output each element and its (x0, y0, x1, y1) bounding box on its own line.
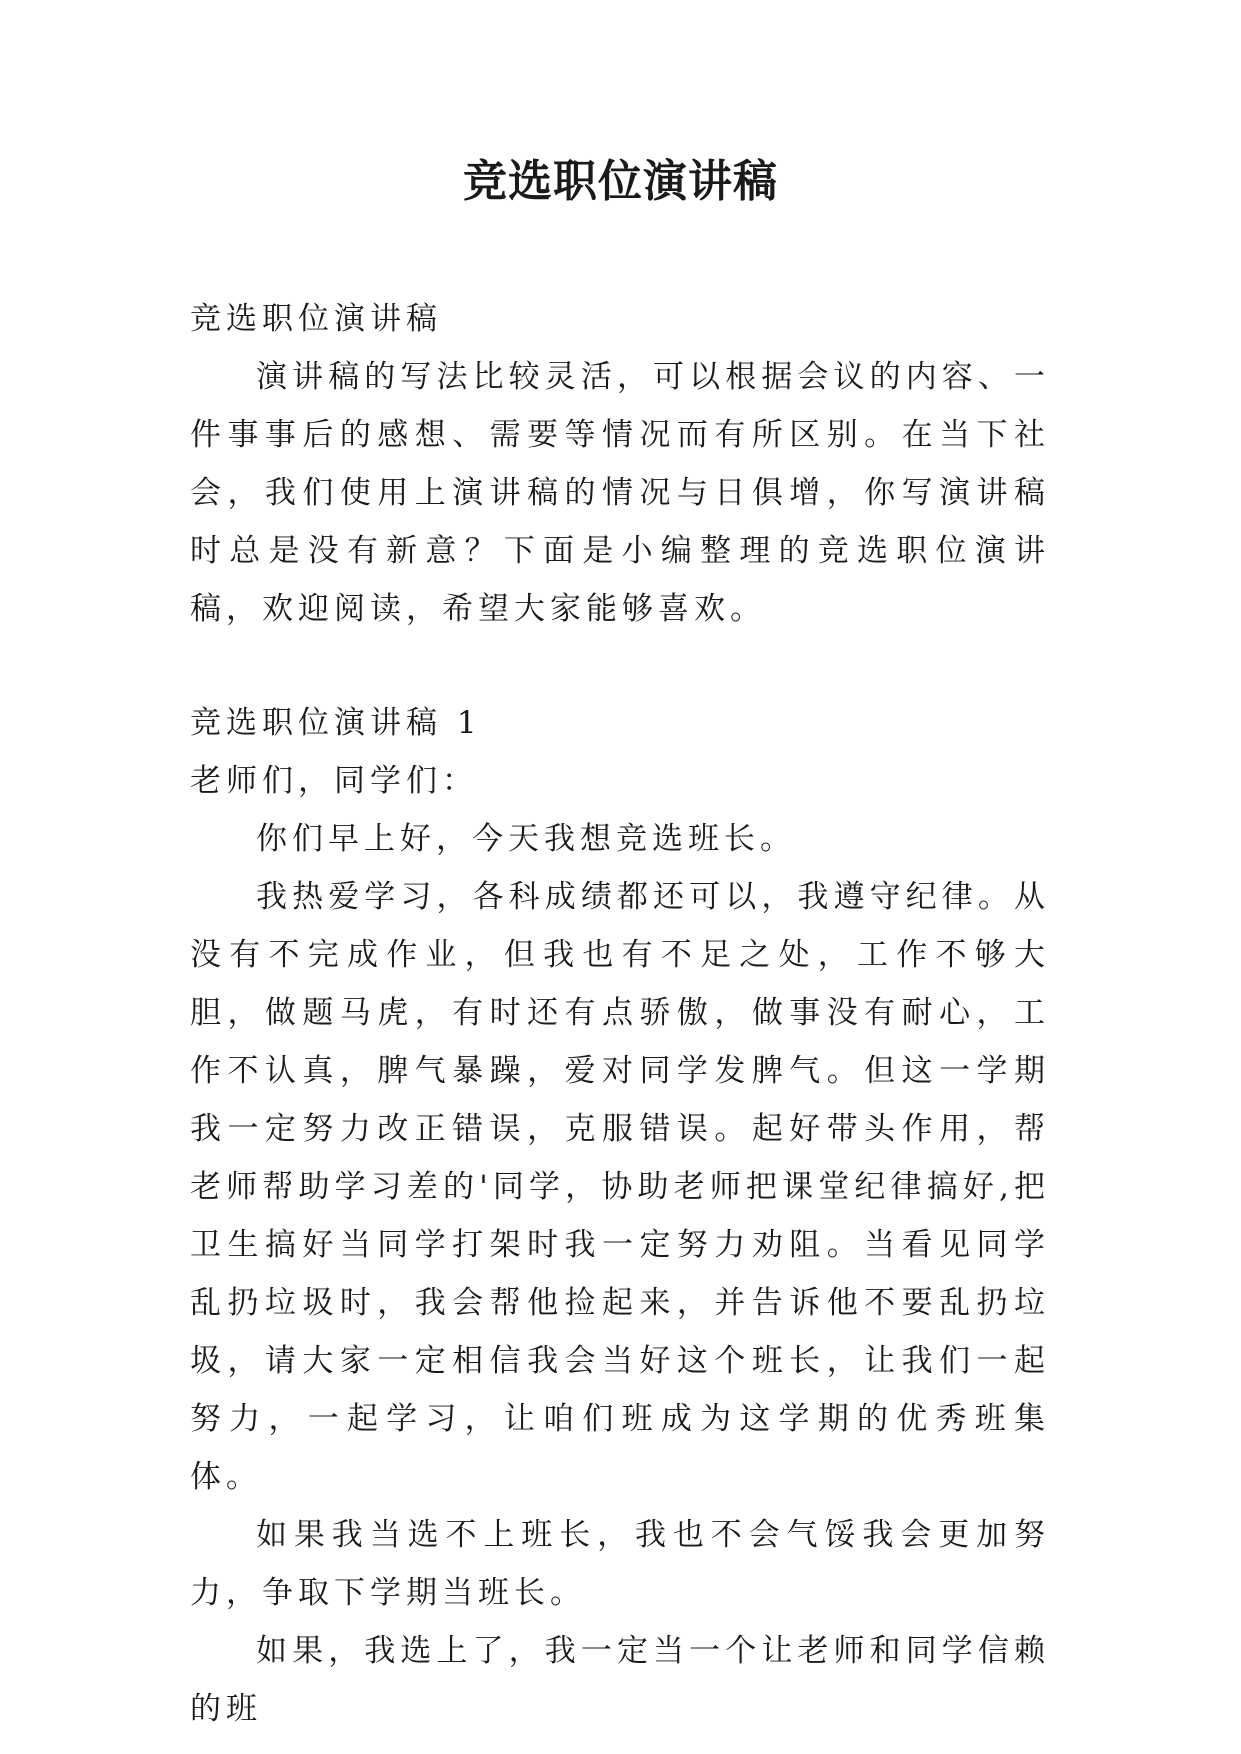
body-paragraph: 如果我当选不上班长，我也不会气馁我会更加努力，争取下学期当班长。 (190, 1517, 1050, 1611)
page-title: 竞选职位演讲稿 (463, 156, 778, 207)
section-spacer (190, 638, 1050, 694)
subtitle: 竞选职位演讲稿 (190, 301, 442, 337)
document-body (190, 290, 1050, 1738)
body-paragraph: 我热爱学习，各科成绩都还可以，我遵守纪律。从没有不完成作业，但我也有不足之处，工作不够大胆，做题马虎，有时还有点骄傲，做事没有耐心，工作不认真，脾气暴躁，爱对同学发脾气。但这一学期我一定努力改正错误，克服错误。起好带头作用，帮老师帮助学习差的'同学，协助老师把课堂纪律搞好,把卫生搞好当同学打架时我一定努力劝阻。当看见同学乱扔垃圾时，我会帮他捡起来，并告诉他不要乱扔垃圾，请大家一定相信我会当好这个班长，让我们一起努力，一起学习，让咱们班成为这学期的优秀班集体。 (190, 879, 1050, 1495)
section-heading: 竞选职位演讲稿 1 (190, 705, 482, 741)
intro-paragraph: 演讲稿的写法比较灵活，可以根据会议的内容、一件事事后的感想、需要等情况而有所区别。在当下社会，我们使用上演讲稿的情况与日俱增，你写演讲稿时总是没有新意？下面是小编整理的竞选职位演讲稿，欢迎阅读，希望大家能够喜欢。 (190, 359, 1050, 627)
body-paragraph: 如果，我选上了，我一定当一个让老师和同学信赖的班 (190, 1633, 1050, 1727)
body-paragraph: 你们早上好，今天我想竞选班长。 (256, 821, 796, 857)
greeting: 老师们，同学们： (190, 763, 478, 799)
